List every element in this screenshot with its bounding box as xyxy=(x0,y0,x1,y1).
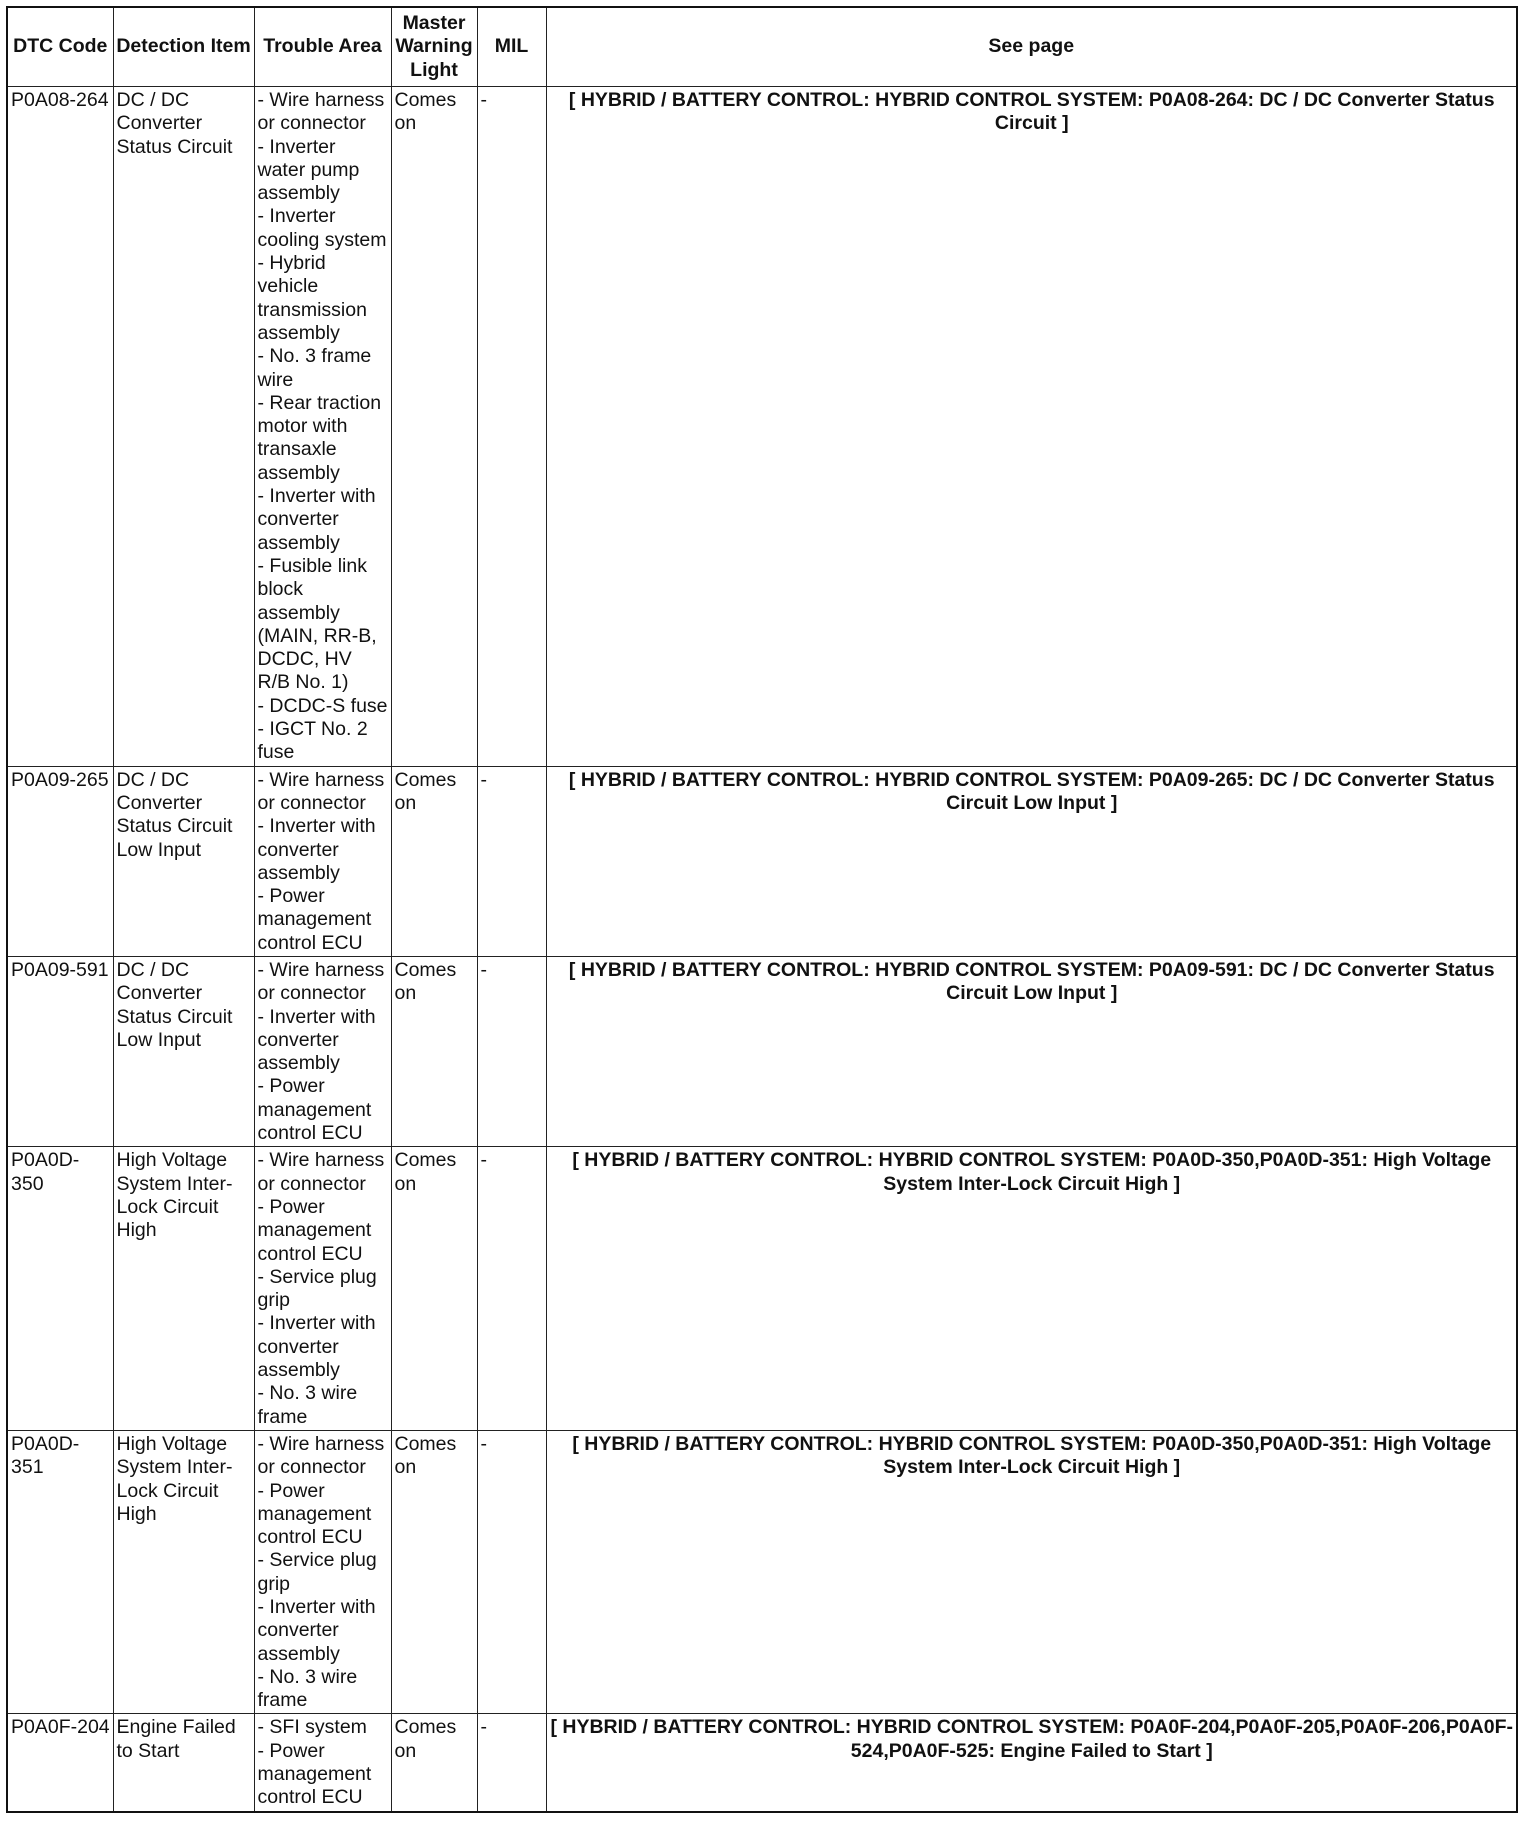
detection-item-cell: DC / DC Converter Status Circuit xyxy=(113,87,254,767)
see-page-cell: [ HYBRID / BATTERY CONTROL: HYBRID CONTROL SYSTEM: P0A08-264: DC / DC Converter Status Circuit ] xyxy=(546,87,1517,767)
trouble-area-item: - Power management control ECU xyxy=(257,1739,372,1809)
header-mil: MIL xyxy=(477,7,546,87)
master-warning-light-cell: Comes on xyxy=(391,956,477,1146)
table-row xyxy=(7,956,1517,1146)
mil-cell: - xyxy=(477,956,546,1146)
table-header-row xyxy=(7,7,1517,87)
dtc-code-cell: P0A0D-350 xyxy=(7,1147,113,1431)
trouble-area-item: - Wire harness or connector xyxy=(257,958,385,1005)
trouble-area-item: - Rear traction motor with transaxle assembly xyxy=(257,391,382,484)
dtc-code-cell: P0A08-264 xyxy=(7,87,113,767)
trouble-area-item: - Power management control ECU xyxy=(257,1075,372,1145)
trouble-area-item: - No. 3 frame wire xyxy=(257,345,372,391)
trouble-area-item: - SFI system xyxy=(257,1716,367,1739)
dtc-table xyxy=(6,6,1518,1813)
trouble-area-item: - Wire harness or connector xyxy=(257,1432,385,1479)
table-row xyxy=(7,1714,1517,1812)
trouble-area-item: - No. 3 wire frame xyxy=(257,1665,358,1712)
see-page-cell: [ HYBRID / BATTERY CONTROL: HYBRID CONTROL SYSTEM: P0A0F-204,P0A0F-205,P0A0F-206,P0A0F-524,P0A0F-525: Engine Failed to Start ] xyxy=(546,1714,1517,1812)
header-master-warning-light: Master Warning Light xyxy=(391,7,477,87)
table-row xyxy=(7,1430,1517,1714)
trouble-area-cell xyxy=(254,1430,391,1714)
header-detection-item: Detection Item xyxy=(113,7,254,87)
trouble-area-item: - Power management control ECU xyxy=(257,1195,372,1265)
trouble-area-item: - Inverter water pump assembly xyxy=(257,135,360,205)
trouble-area-item: - Inverter with converter assembly xyxy=(257,1312,376,1382)
trouble-area-item: - Wire harness or connector xyxy=(257,768,385,814)
trouble-area-item: - DCDC-S fuse xyxy=(257,694,388,717)
see-page-cell: [ HYBRID / BATTERY CONTROL: HYBRID CONTROL SYSTEM: P0A09-591: DC / DC Converter Status Circuit Low Input ] xyxy=(546,956,1517,1146)
table-row xyxy=(7,87,1517,767)
trouble-area-cell xyxy=(254,87,391,767)
detection-item-cell: DC / DC Converter Status Circuit Low Input xyxy=(113,956,254,1146)
mil-cell: - xyxy=(477,1147,546,1431)
table-row xyxy=(7,766,1517,956)
trouble-area-item: - Inverter with converter assembly xyxy=(257,1596,376,1665)
trouble-area-item: - Power management control ECU xyxy=(257,1479,372,1549)
header-see-page: See page xyxy=(546,7,1517,87)
detection-item-cell: DC / DC Converter Status Circuit Low Input xyxy=(113,766,254,956)
trouble-area-item: - Power management control ECU xyxy=(257,885,372,954)
mil-cell: - xyxy=(477,1430,546,1714)
master-warning-light-cell: Comes on xyxy=(391,1147,477,1431)
trouble-area-cell xyxy=(254,766,391,956)
master-warning-light-cell: Comes on xyxy=(391,766,477,956)
dtc-code-cell: P0A09-265 xyxy=(7,766,113,956)
dtc-code-cell: P0A0F-204 xyxy=(7,1714,113,1812)
trouble-area-item: - Inverter with converter assembly xyxy=(257,485,376,554)
table-row xyxy=(7,1147,1517,1431)
trouble-area-item: - Hybrid vehicle transmission assembly xyxy=(257,252,367,344)
trouble-area-item: - Service plug grip xyxy=(257,1265,377,1312)
detection-item-cell: High Voltage System Inter-Lock Circuit High xyxy=(113,1430,254,1714)
dtc-code-cell: P0A09-591 xyxy=(7,956,113,1146)
mil-cell: - xyxy=(477,1714,546,1812)
see-page-cell: [ HYBRID / BATTERY CONTROL: HYBRID CONTROL SYSTEM: P0A09-265: DC / DC Converter Status Circuit Low Input ] xyxy=(546,766,1517,956)
trouble-area-item: - Fusible link block assembly (MAIN, RR-B, DCDC, HV R/B No. 1) xyxy=(257,554,377,694)
dtc-table-container xyxy=(6,6,1518,1813)
master-warning-light-cell: Comes on xyxy=(391,1430,477,1714)
trouble-area-cell xyxy=(254,1147,391,1431)
dtc-code-cell: P0A0D-351 xyxy=(7,1430,113,1714)
trouble-area-item: - Inverter cooling system xyxy=(257,205,387,251)
trouble-area-item: - Inverter with converter assembly xyxy=(257,1005,376,1075)
header-dtc-code: DTC Code xyxy=(7,7,113,87)
trouble-area-item: - Wire harness or connector xyxy=(257,89,385,135)
trouble-area-item: - IGCT No. 2 fuse xyxy=(257,718,368,764)
see-page-cell: [ HYBRID / BATTERY CONTROL: HYBRID CONTROL SYSTEM: P0A0D-350,P0A0D-351: High Voltage System Inter-Lock Circuit High ] xyxy=(546,1147,1517,1431)
trouble-area-cell xyxy=(254,956,391,1146)
mil-cell: - xyxy=(477,766,546,956)
trouble-area-item: - Wire harness or connector xyxy=(257,1149,385,1195)
trouble-area-item: - Service plug grip xyxy=(257,1549,377,1595)
see-page-cell: [ HYBRID / BATTERY CONTROL: HYBRID CONTROL SYSTEM: P0A0D-350,P0A0D-351: High Voltage System Inter-Lock Circuit High ] xyxy=(546,1430,1517,1714)
trouble-area-item: - Inverter with converter assembly xyxy=(257,815,376,884)
trouble-area-item: - No. 3 wire frame xyxy=(257,1382,358,1428)
detection-item-cell: Engine Failed to Start xyxy=(113,1714,254,1812)
table-body xyxy=(7,87,1517,1812)
header-trouble-area: Trouble Area xyxy=(254,7,391,87)
detection-item-cell: High Voltage System Inter-Lock Circuit High xyxy=(113,1147,254,1431)
mil-cell: - xyxy=(477,87,546,767)
trouble-area-cell xyxy=(254,1714,391,1812)
master-warning-light-cell: Comes on xyxy=(391,1714,477,1812)
master-warning-light-cell: Comes on xyxy=(391,87,477,767)
